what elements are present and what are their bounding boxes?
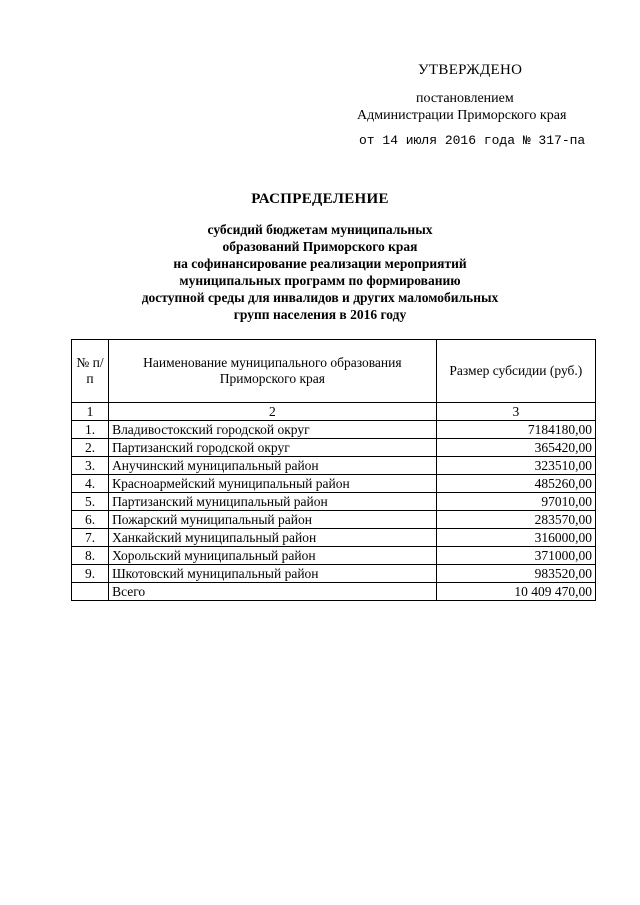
row-name: Красноармейский муниципальный район: [109, 475, 437, 493]
row-amount: 7184180,00: [436, 421, 595, 439]
table-body: [72, 403, 596, 601]
row-name: Партизанский муниципальный район: [109, 493, 437, 511]
row-num: 5.: [72, 493, 109, 511]
subheading-line: доступной среды для инвалидов и других маломобильных: [141, 290, 499, 305]
document-heading: РАСПРЕДЕЛЕНИЕ: [251, 191, 389, 207]
total-amount: 10 409 470,00: [436, 583, 595, 601]
table-row: [72, 475, 596, 493]
row-amount: 485260,00: [436, 475, 595, 493]
table-row: [72, 421, 596, 439]
row-num: 4.: [72, 475, 109, 493]
row-amount: 983520,00: [436, 565, 595, 583]
row-name: Хорольский муниципальный район: [109, 547, 437, 565]
approved-authority-line: Администрации Приморского края: [357, 108, 567, 123]
table-row: [72, 439, 596, 457]
row-num: 8.: [72, 547, 109, 565]
row-num: 6.: [72, 511, 109, 529]
table-header-row: [72, 340, 596, 403]
table-row: [72, 457, 596, 475]
table-index-row: [72, 403, 596, 421]
table-total-row: [72, 583, 596, 601]
subheading-line: групп населения в 2016 году: [233, 307, 407, 322]
row-num: 2.: [72, 439, 109, 457]
header-name: Наименование муниципального образования Приморского края: [109, 340, 437, 403]
table-row: [72, 547, 596, 565]
table-row: [72, 565, 596, 583]
document-subheading: [0, 221, 640, 323]
index-cell: 3: [436, 403, 595, 421]
row-num: 1.: [72, 421, 109, 439]
header-num: № п/п: [72, 340, 109, 403]
row-name: Шкотовский муниципальный район: [109, 565, 437, 583]
row-name: Ханкайский муниципальный район: [109, 529, 437, 547]
subsidy-table: [71, 339, 596, 601]
approved-by-line: постановлением: [416, 91, 514, 106]
row-amount: 283570,00: [436, 511, 595, 529]
row-num: 3.: [72, 457, 109, 475]
subheading-line: на софинансирование реализации мероприятий: [173, 256, 467, 271]
row-amount: 323510,00: [436, 457, 595, 475]
approved-title: УТВЕРЖДЕНО: [418, 62, 523, 78]
header-amount: Размер субсидии (руб.): [436, 340, 595, 403]
total-num: [72, 583, 109, 601]
row-name: Анучинский муниципальный район: [109, 457, 437, 475]
subheading-line: субсидий бюджетам муниципальных: [207, 222, 433, 237]
row-num: 7.: [72, 529, 109, 547]
index-cell: 2: [109, 403, 437, 421]
total-label: Всего: [109, 583, 437, 601]
row-amount: 371000,00: [436, 547, 595, 565]
row-amount: 316000,00: [436, 529, 595, 547]
index-cell: 1: [72, 403, 109, 421]
row-amount: 365420,00: [436, 439, 595, 457]
row-amount: 97010,00: [436, 493, 595, 511]
subheading-line: образований Приморского края: [222, 239, 418, 254]
table-row: [72, 493, 596, 511]
row-name: Пожарский муниципальный район: [109, 511, 437, 529]
row-name: Владивостокский городской округ: [109, 421, 437, 439]
approved-date-stamp: от 14 июля 2016 года № 317-па: [359, 133, 586, 148]
table-row: [72, 529, 596, 547]
table-row: [72, 511, 596, 529]
row-name: Партизанский городской округ: [109, 439, 437, 457]
row-num: 9.: [72, 565, 109, 583]
subheading-line: муниципальных программ по формированию: [179, 273, 461, 288]
